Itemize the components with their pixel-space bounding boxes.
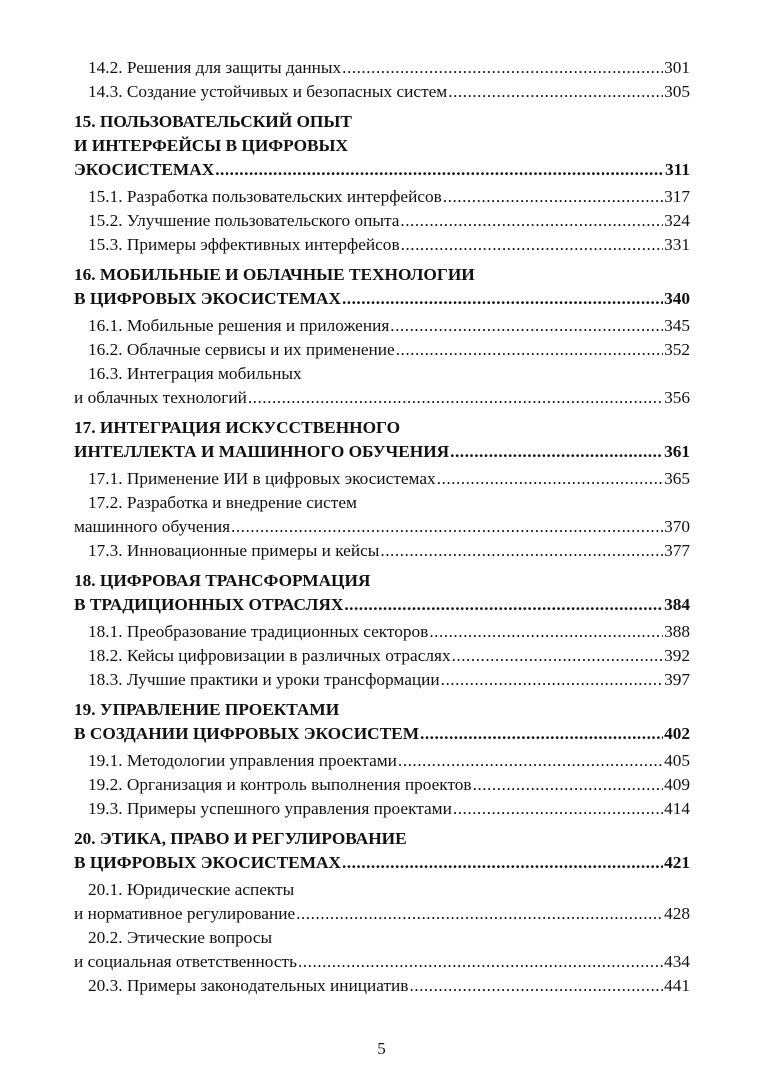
toc-section-entry <box>74 974 690 998</box>
toc-entry-title: 17.1. Применение ИИ в цифровых экосистемах <box>88 469 436 488</box>
toc-entry-title: 19. УПРАВЛЕНИЕ ПРОЕКТАМИ <box>74 700 340 719</box>
toc-page-number: 397 <box>664 670 690 689</box>
toc-line <box>74 287 690 311</box>
toc-page-number: 421 <box>664 853 690 872</box>
dot-leader <box>215 158 664 182</box>
toc-page-number: 377 <box>664 541 690 560</box>
toc-page-number: 384 <box>664 595 690 614</box>
toc-section-entry <box>74 644 690 668</box>
toc-entry-title: 15.3. Примеры эффективных интерфейсов <box>88 235 400 254</box>
toc-line <box>74 134 690 158</box>
toc-page-number: 305 <box>664 82 690 101</box>
toc-line <box>74 416 690 440</box>
dot-leader <box>441 668 663 692</box>
toc-line <box>74 539 690 563</box>
toc-entry-title: и нормативное регулирование <box>74 904 296 923</box>
toc-section-entry <box>74 773 690 797</box>
table-of-contents <box>74 56 690 998</box>
toc-page-number: 402 <box>664 724 690 743</box>
toc-line <box>74 56 690 80</box>
toc-chapter-entry <box>74 416 690 464</box>
toc-line <box>74 386 690 410</box>
toc-section-entry <box>74 539 690 563</box>
toc-page-number: 352 <box>664 340 690 359</box>
toc-line <box>74 80 690 104</box>
toc-line <box>74 440 690 464</box>
toc-section-entry <box>74 620 690 644</box>
toc-line <box>74 314 690 338</box>
toc-line <box>74 593 690 617</box>
toc-page-number: 324 <box>664 211 690 230</box>
toc-chapter-entry <box>74 569 690 617</box>
toc-entry-title: ЭКОСИСТЕМАХ <box>74 160 215 179</box>
dot-leader <box>420 722 663 746</box>
toc-entry-title: 17. ИНТЕГРАЦИЯ ИСКУССТВЕННОГО <box>74 418 401 437</box>
toc-page-number: 361 <box>664 442 690 461</box>
toc-line <box>74 950 690 974</box>
toc-page-number: 428 <box>664 904 690 923</box>
toc-section-entry <box>74 491 690 539</box>
dot-leader <box>473 773 663 797</box>
dot-leader <box>437 467 663 491</box>
toc-line <box>74 827 690 851</box>
toc-line <box>74 620 690 644</box>
toc-entry-title: 19.3. Примеры успешного управления проектами <box>88 799 452 818</box>
dot-leader <box>396 338 663 362</box>
toc-line <box>74 263 690 287</box>
toc-section-entry <box>74 80 690 104</box>
toc-entry-title: 16.3. Интеграция мобильных <box>88 364 302 383</box>
toc-entry-title: 18.2. Кейсы цифровизации в различных отраслях <box>88 646 451 665</box>
toc-line <box>74 644 690 668</box>
dot-leader <box>443 185 663 209</box>
toc-entry-title: машинного обучения <box>74 517 231 536</box>
dot-leader <box>450 440 663 464</box>
toc-page-number: 345 <box>664 316 690 335</box>
toc-page-number: 409 <box>664 775 690 794</box>
toc-page-number: 370 <box>664 517 690 536</box>
toc-line <box>74 158 690 182</box>
toc-section-entry <box>74 56 690 80</box>
dot-leader <box>296 902 663 926</box>
toc-entry-title: 19.2. Организация и контроль выполнения проектов <box>88 775 472 794</box>
toc-chapter-entry <box>74 110 690 182</box>
toc-entry-title: 14.3. Создание устойчивых и безопасных систем <box>88 82 448 101</box>
toc-entry-title: 20. ЭТИКА, ПРАВО И РЕГУЛИРОВАНИЕ <box>74 829 407 848</box>
toc-page-number: 311 <box>665 160 690 179</box>
toc-line <box>74 974 690 998</box>
toc-line <box>74 467 690 491</box>
toc-entry-title: В ЦИФРОВЫХ ЭКОСИСТЕМАХ <box>74 853 341 872</box>
toc-line <box>74 515 690 539</box>
dot-leader <box>231 515 663 539</box>
toc-page-number: 388 <box>664 622 690 641</box>
toc-line <box>74 722 690 746</box>
toc-entry-title: 20.3. Примеры законодательных инициатив <box>88 976 409 995</box>
dot-leader <box>453 797 663 821</box>
toc-entry-title: ИНТЕЛЛЕКТА И МАШИННОГО ОБУЧЕНИЯ <box>74 442 450 461</box>
toc-section-entry <box>74 797 690 821</box>
toc-entry-title: 19.1. Методологии управления проектами <box>88 751 397 770</box>
toc-section-entry <box>74 185 690 209</box>
toc-page-number: 356 <box>664 388 690 407</box>
page-number: 5 <box>377 1039 386 1058</box>
toc-line <box>74 773 690 797</box>
toc-entry-title: 17.3. Инновационные примеры и кейсы <box>88 541 380 560</box>
toc-entry-title: 20.2. Этические вопросы <box>88 928 273 947</box>
dot-leader <box>409 974 663 998</box>
toc-chapter-entry <box>74 263 690 311</box>
dot-leader <box>380 539 663 563</box>
toc-entry-title: 15.2. Улучшение пользовательского опыта <box>88 211 400 230</box>
toc-chapter-entry <box>74 827 690 875</box>
toc-line <box>74 491 690 515</box>
toc-section-entry <box>74 338 690 362</box>
toc-entry-title: 16. МОБИЛЬНЫЕ И ОБЛАЧНЫЕ ТЕХНОЛОГИИ <box>74 265 475 284</box>
toc-line <box>74 851 690 875</box>
toc-line <box>74 878 690 902</box>
toc-section-entry <box>74 314 690 338</box>
toc-page-number: 434 <box>664 952 690 971</box>
toc-section-entry <box>74 668 690 692</box>
dot-leader <box>342 56 663 80</box>
dot-leader <box>448 80 663 104</box>
toc-entry-title: 15.1. Разработка пользовательских интерфейсов <box>88 187 442 206</box>
toc-section-entry <box>74 209 690 233</box>
toc-line <box>74 749 690 773</box>
dot-leader <box>342 287 663 311</box>
toc-page-number: 405 <box>664 751 690 770</box>
toc-line <box>74 185 690 209</box>
toc-section-entry <box>74 467 690 491</box>
toc-page-number: 365 <box>664 469 690 488</box>
toc-entry-title: И ИНТЕРФЕЙСЫ В ЦИФРОВЫХ <box>74 136 348 155</box>
toc-entry-title: 16.1. Мобильные решения и приложения <box>88 316 390 335</box>
toc-page-number: 340 <box>664 289 690 308</box>
dot-leader <box>248 386 663 410</box>
toc-line <box>74 902 690 926</box>
toc-line <box>74 110 690 134</box>
toc-entry-title: 15. ПОЛЬЗОВАТЕЛЬСКИЙ ОПЫТ <box>74 112 352 131</box>
toc-page-number: 392 <box>664 646 690 665</box>
toc-line <box>74 926 690 950</box>
toc-entry-title: 16.2. Облачные сервисы и их применение <box>88 340 395 359</box>
toc-line <box>74 209 690 233</box>
toc-line <box>74 362 690 386</box>
toc-entry-title: и социальная ответственность <box>74 952 297 971</box>
toc-entry-title: 18.3. Лучшие практики и уроки трансформации <box>88 670 440 689</box>
toc-entry-title: 14.2. Решения для защиты данных <box>88 58 342 77</box>
toc-entry-title: В ТРАДИЦИОННЫХ ОТРАСЛЯХ <box>74 595 344 614</box>
toc-page-number: 331 <box>664 235 690 254</box>
toc-section-entry <box>74 362 690 410</box>
toc-page-number: 414 <box>664 799 690 818</box>
toc-entry-title: В ЦИФРОВЫХ ЭКОСИСТЕМАХ <box>74 289 341 308</box>
dot-leader <box>344 593 663 617</box>
toc-chapter-entry <box>74 698 690 746</box>
toc-line <box>74 797 690 821</box>
dot-leader <box>452 644 663 668</box>
toc-line <box>74 233 690 257</box>
toc-page-number: 441 <box>664 976 690 995</box>
toc-line <box>74 668 690 692</box>
toc-entry-title: 17.2. Разработка и внедрение систем <box>88 493 357 512</box>
toc-section-entry <box>74 878 690 926</box>
toc-page-number: 317 <box>664 187 690 206</box>
toc-section-entry <box>74 749 690 773</box>
dot-leader <box>401 233 663 257</box>
toc-entry-title: и облачных технологий <box>74 388 247 407</box>
dot-leader <box>298 950 663 974</box>
toc-entry-title: 18. ЦИФРОВАЯ ТРАНСФОРМАЦИЯ <box>74 571 371 590</box>
toc-line <box>74 338 690 362</box>
toc-entry-title: В СОЗДАНИИ ЦИФРОВЫХ ЭКОСИСТЕМ <box>74 724 420 743</box>
dot-leader <box>429 620 663 644</box>
dot-leader <box>400 209 663 233</box>
toc-section-entry <box>74 233 690 257</box>
toc-line <box>74 569 690 593</box>
toc-entry-title: 20.1. Юридические аспекты <box>88 880 295 899</box>
toc-line <box>74 698 690 722</box>
toc-page-number: 301 <box>664 58 690 77</box>
dot-leader <box>342 851 663 875</box>
dot-leader <box>390 314 663 338</box>
toc-entry-title: 18.1. Преобразование традиционных секторов <box>88 622 429 641</box>
toc-section-entry <box>74 926 690 974</box>
dot-leader <box>398 749 663 773</box>
